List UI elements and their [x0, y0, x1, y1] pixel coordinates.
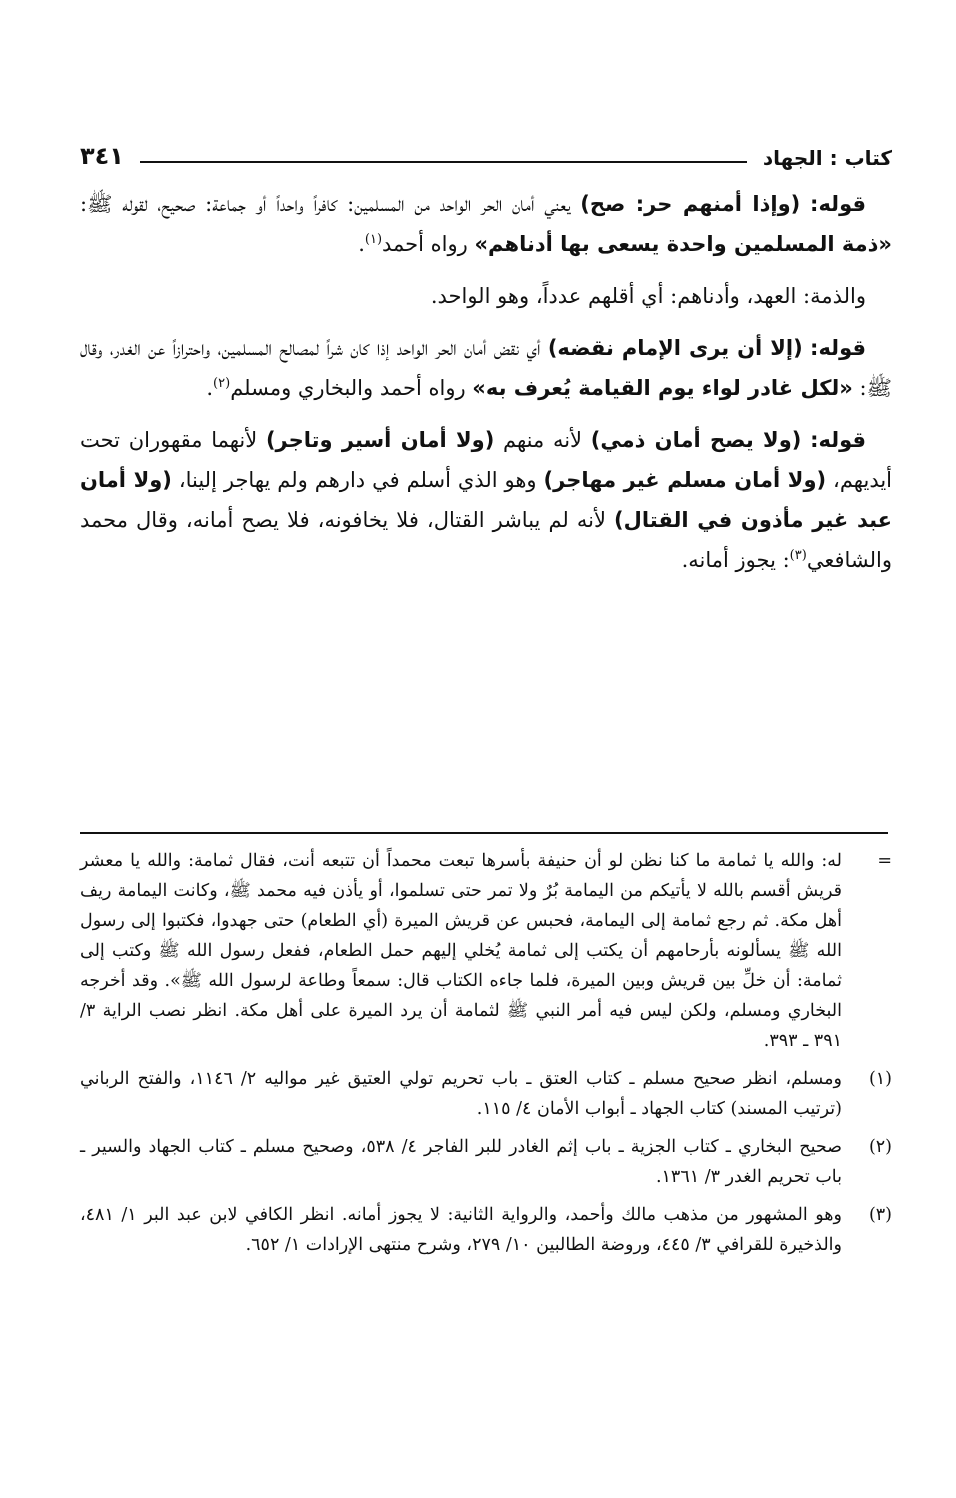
footnotes [80, 846, 892, 1268]
footnote-marker: (١) [868, 1069, 892, 1089]
footnote-continuation [80, 846, 892, 1056]
footnote-3 [80, 1200, 892, 1260]
footnote-marker: (٢) [868, 1137, 892, 1157]
footnote-reference: (٣) [789, 548, 807, 563]
commentary-text: . [358, 232, 365, 256]
page-number: ٣٤١ [80, 142, 124, 170]
commentary-text: وهو الذي أسلم في دارهم ولم يهاجر إلينا، [171, 468, 544, 492]
commentary-text: : يجوز أمانه. [681, 548, 790, 572]
header-rule [140, 161, 747, 163]
footnote-text: ومسلم، انظر صحيح مسلم ـ كتاب العتق ـ باب تحريم تولي العتيق غير مواليه ٢/ ١١٤٦، والفتح الرباني (ترتيب المسند) كتاب الجهاد ـ أبواب الأمان ٤/ ١١٥. [80, 1069, 842, 1119]
qawluhu-label: قوله: [810, 192, 866, 216]
paragraph-4 [80, 420, 892, 580]
footnote-marker: = [877, 851, 892, 871]
hadith-quote: «لكل غادر لواء يوم القيامة يُعرف به» [472, 376, 853, 400]
matn-quote: (وإذا أمنهم حر: صح) [580, 192, 801, 216]
paragraph-1 [80, 184, 892, 264]
matn-quote: (ولا يصح أمان ذمي) [590, 428, 802, 452]
paragraph-2 [80, 276, 892, 316]
running-title: كتاب : الجهاد [762, 146, 892, 170]
matn-quote: (ولا أمان مسلم غير مهاجر) [543, 468, 827, 492]
commentary-text: والذمة: العهد، وأدناهم: أي أقلهم عدداً، وهو الواحد. [430, 284, 866, 308]
commentary-text: . [206, 376, 214, 400]
page-header [80, 130, 892, 170]
footnote-text: صحيح البخاري ـ كتاب الجزية ـ باب إثم الغادر للبر الفاجر ٤/ ٥٣٨، وصحيح مسلم ـ كتاب الجهاد والسير ـ باب تحريم الغدر ٣/ ١٣٦١. [80, 1137, 843, 1187]
book-page [80, 0, 892, 1498]
footnote-reference: (٢) [213, 376, 231, 391]
hadith-quote: «ذمة المسلمين واحدة يسعى بها أدناهم» [474, 232, 892, 256]
matn-quote: (ولا أمان عبد غير مأذون في القتال) [80, 468, 892, 532]
commentary-text: رواه أحمد والبخاري ومسلم [230, 376, 473, 400]
footnote-1 [80, 1064, 892, 1124]
matn-quote: (ولا أمان أسير وتاجر) [265, 428, 495, 452]
commentary-text: أي نقض أمان الحر الواحد إذا كان شراً لمصالح المسلمين، واحترازاً عن الغدر، وقال ﷺ: [80, 336, 892, 400]
commentary-text: يعني أمان الحر الواحد من المسلمين: كافراً واحداً أو جماعة: صحيح، لقوله ﷺ: [80, 192, 581, 216]
matn-quote: (إلا أن يرى الإمام نقضه) [547, 336, 803, 360]
commentary-text: لأنهما مقهوران تحت أيديهم، [80, 428, 893, 492]
commentary-text: لأنه لم يباشر القتال، فلا يخافونه، فلا يصح أمانه، وقال محمد والشافعي [80, 508, 892, 572]
footnote-rule [80, 832, 888, 834]
qawluhu-label: قوله: [810, 336, 866, 360]
paragraph-3 [80, 328, 892, 408]
main-text [80, 184, 892, 592]
footnote-2 [80, 1132, 892, 1192]
commentary-text: لأنه منهم [494, 428, 591, 452]
footnote-text: وهو المشهور من مذهب مالك وأحمد، والرواية الثانية: لا يجوز أمانه. انظر الكافي لابن عبد البر ١/ ٤٨١، والذخيرة للقرافي ٣/ ٤٤٥، وروضة الطالبين ١٠/ ٢٧٩، وشرح منتهى الإرادات ١/ ٦٥٢. [80, 1205, 842, 1255]
footnote-reference: (١) [364, 232, 383, 247]
footnote-marker: (٣) [868, 1205, 892, 1225]
qawluhu-label: قوله: [810, 428, 866, 452]
commentary-text: رواه أحمد [382, 232, 475, 256]
footnote-text: له: والله يا ثمامة ما كنا نظن لو أن حنيفة بأسرها تبعت محمداً أن تتبعه أنت، فقال ثمامة: والله يا معشر قريش أقسم بالله لا يأتيكم من اليمامة بُرٌ ولا تمر حتى تسلموا، أو يأذن فيه محمد ﷺ، وكانت اليمامة ريف أهل مكة. ثم رجع ثمامة إلى اليمامة، فحبس عن قريش الميرة (أي الطعام) حتى جهدوا، فكتبوا إلى رسول الله ﷺ يسألونه بأرحامهم أن يكتب إلى ثمامة يُخلي إليهم حمل الطعام، ففعل رسول الله ﷺ وكتب إلى ثمامة: أن خلِّ بين قريش وبين الميرة، فلما جاءه الكتاب قال: سمعاً وطاعة لرسول الله ﷺ». وقد أخرجه البخاري ومسلم، ولكن ليس فيه أمر النبي ﷺ لثمامة أن يرد الميرة على أهل مكة. انظر نصب الراية ٣/ ٣٩١ ـ ٣٩٣. [80, 851, 842, 1051]
